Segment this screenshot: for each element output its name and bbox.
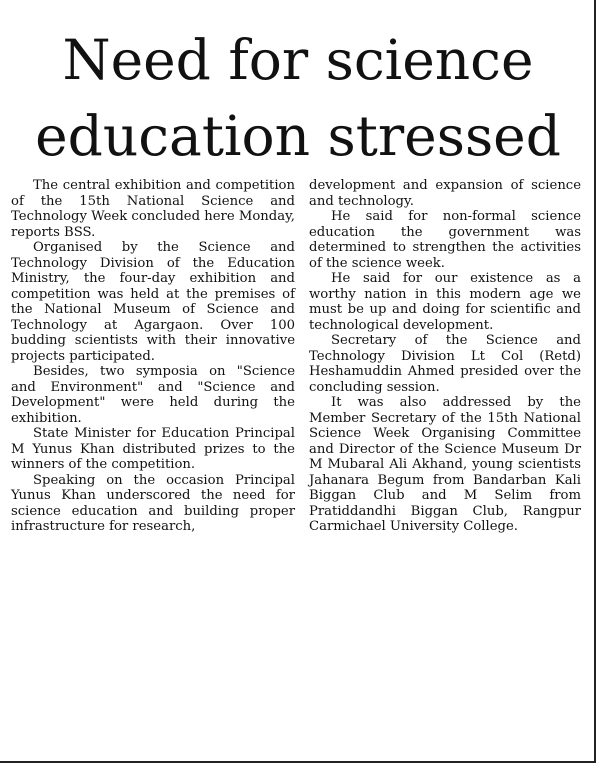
paragraph: The central exhibition and competition of the 15th National Science and Technology Week concluded here Monday, reports BSS.	[11, 178, 295, 240]
paragraph: It was also addressed by the Member Secretary of the 15th National Science Week Organising Committee and Director of the Science Museum Dr M Mubaral Ali Akhand, young scientists Jahanara Begum from Bandarban Kali Biggan Club and M Selim from Pratiddandhi Biggan Club, Rangpur Carmichael University College.	[309, 395, 581, 534]
paragraph: Speaking on the occasion Principal Yunus Khan underscored the need for science education and building proper infrastructure for research,	[11, 472, 295, 534]
paragraph: He said for our existence as a worthy nation in this modern age we must be up and doing for scientific and technological development.	[309, 271, 581, 333]
paragraph: State Minister for Education Principal M Yunus Khan distributed prizes to the winners of the competition.	[11, 426, 295, 472]
paragraph-continued: development and expansion of science and technology.	[309, 178, 581, 209]
paragraph: Besides, two symposia on "Science and Environment" and "Science and Development" were held during the exhibition.	[11, 364, 295, 426]
paragraph: Organised by the Science and Technology Division of the Education Ministry, the four-day exhibition and competition was held at the premises of the National Museum of Science and Technology at Agargaon. Over 100 budding scientists with their innovative projects participated.	[11, 240, 295, 364]
article-column-left	[11, 178, 295, 535]
article-column-right	[309, 178, 581, 535]
headline-line-1: Need for science	[62, 28, 534, 92]
headline-line-2: education stressed	[35, 104, 561, 168]
paragraph: He said for non-formal science education the government was determined to strengthen the activities of the science week.	[309, 209, 581, 271]
paragraph: Secretary of the Science and Technology Division Lt Col (Retd) Heshamuddin Ahmed presided over the concluding session.	[309, 333, 581, 395]
